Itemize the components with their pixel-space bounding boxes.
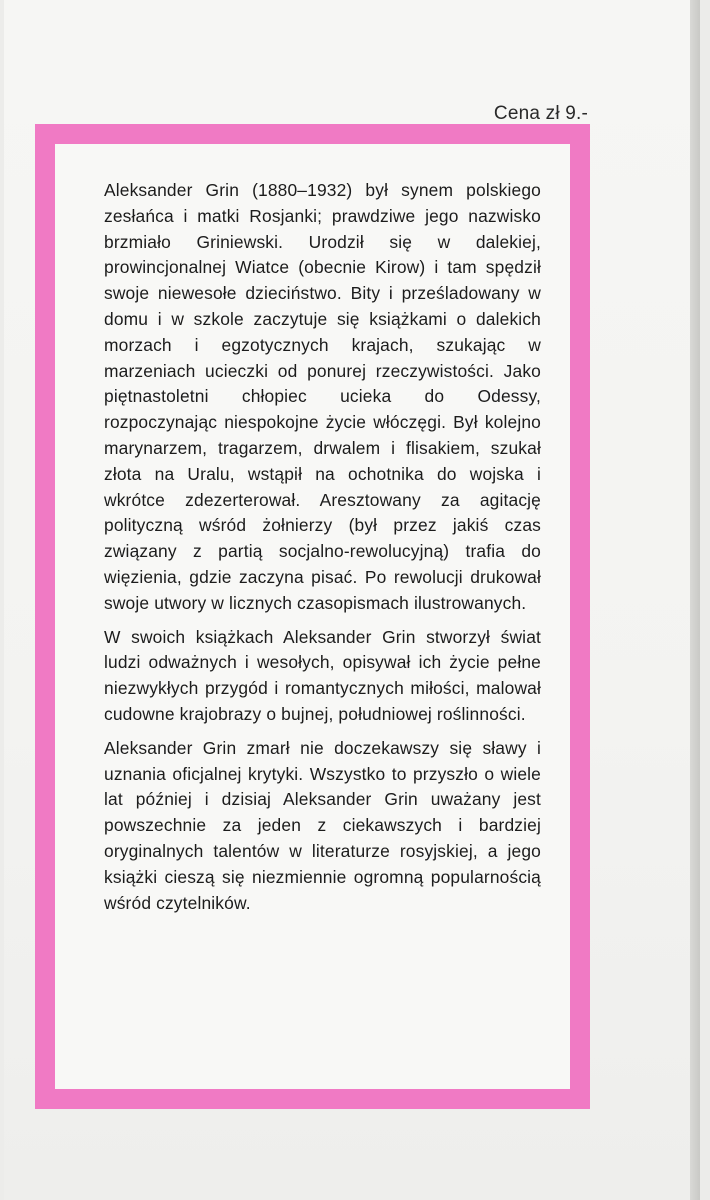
blurb-paragraph-3: Aleksander Grin zmarł nie doczekawszy się sławy i uznania oficjalnej krytyki. Wszystko to przyszło o wiele lat później i dzisiaj Aleksander Grin uważany jest powszechnie za jeden z ciekawszych i bardziej oryginalnych talentów w literaturze rosyjskiej, a jego książki cieszą się niezmiennie ogromną popularnością wśród czytelników. (104, 737, 541, 913)
cover-edge-shadow (690, 0, 700, 1200)
blurb-paragraph-2: W swoich książkach Aleksander Grin stworzył świat ludzi odważnych i wesołych, opisywał ich życie pełne niezwykłych przygód i romantycznych miłości, malował cudowne krajobrazy o bujnej, południowej roślinności. (104, 626, 541, 724)
author-blurb (104, 178, 541, 924)
price-label: Cena zł 9.- (493, 103, 588, 124)
book-back-cover (4, 0, 700, 1200)
blurb-paragraph-1: Aleksander Grin (1880–1932) był synem polskiego zesłańca i matki Rosjanki; prawdziwe jego nazwisko brzmiało Griniewski. Urodził się w dalekiej, prowincjonalnej Wiatce (obecnie Kirow) i tam spędził swoje niewesołe dzieciństwo. Bity i prześladowany w domu i w szkole zaczytuje się książkami o dalekich morzach i egzotycznych krajach, szukając w marzeniach ucieczki od ponurej rzeczywistości. Jako piętnastoletni chłopiec ucieka do Odessy, rozpoczynając niespokojne życie włóczęgi. Był kolejno marynarzem, tragarzem, drwalem i flisakiem, szukał złota na Uralu, wstąpił na ochotnika do wojska i wkrótce zdezerterował. Aresztowany za agitację polityczną wśród żołnierzy (był przez jakiś czas związany z partią socjalno-rewolucyjną) trafia do więzienia, gdzie zaczyna pisać. Po rewolucji drukował swoje utwory w licznych czasopismach ilustrowanych. (104, 180, 541, 613)
